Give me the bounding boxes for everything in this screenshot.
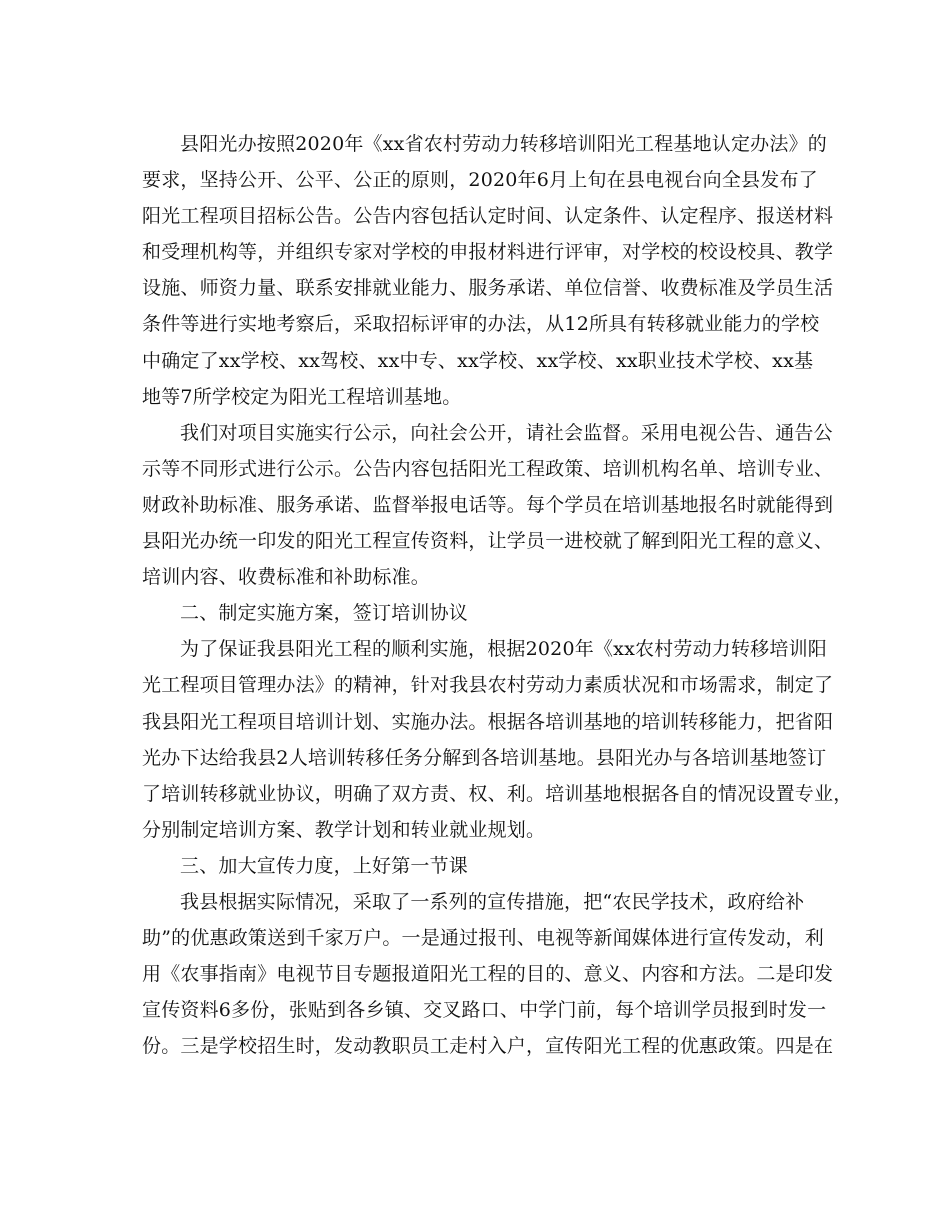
text-line: 二、制定实施方案，签订培训协议 bbox=[180, 602, 469, 625]
text-line: 为了保证我县阳光工程的顺利实施，根据2020年《xx农村劳动力转移培训阳 bbox=[180, 638, 827, 661]
text-line: 培训内容、收费标准和补助标准。 bbox=[142, 566, 431, 589]
text-line: 三、加大宣传力度，上好第一节课 bbox=[180, 854, 469, 877]
text-line: 光工程项目管理办法》的精神，针对我县农村劳动力素质状况和市场需求，制定了 bbox=[142, 674, 834, 697]
text-line: 条件等进行实地考察后，采取招标评审的办法，从12所具有转移就业能力的学校 bbox=[142, 313, 820, 336]
text-line: 财政补助标准、服务承诺、监督举报电话等。每个学员在培训基地报名时就能得到 bbox=[142, 493, 834, 516]
text-line: 阳光工程项目招标公告。公告内容包括认定时间、认定条件、认定程序、报送材料 bbox=[142, 205, 834, 228]
text-line: 示等不同形式进行公示。公告内容包括阳光工程政策、培训机构名单、培训专业、 bbox=[142, 457, 834, 480]
text-line: 了培训转移就业协议，明确了双方责、权、利。培训基地根据各自的情况设置专业， bbox=[142, 782, 853, 805]
text-line: 设施、师资力量、联系安排就业能力、服务承诺、单位信誉、收费标准及学员生活 bbox=[142, 277, 834, 300]
text-line: 地等7所学校定为阳光工程培训基地。 bbox=[142, 385, 462, 408]
text-line: 和受理机构等，并组织专家对学校的申报材料进行评审，对学校的校设校具、教学 bbox=[142, 241, 834, 264]
text-line: 县阳光办按照2020年《xx省农村劳动力转移培训阳光工程基地认定办法》的 bbox=[180, 133, 827, 155]
text-line: 我县根据实际情况，采取了一系列的宣传措施，把“农民学技术，政府给补 bbox=[180, 890, 805, 913]
text-line: 我们对项目实施实行公示，向社会公开，请社会监督。采用电视公告、通告公 bbox=[180, 421, 833, 444]
text-line: 分别制定培训方案、教学计划和转业就业规划。 bbox=[142, 818, 546, 841]
text-line: 助”的优惠政策送到千家万户。一是通过报刊、电视等新闻媒体进行宣传发动，利 bbox=[142, 927, 824, 950]
text-line: 中确定了xx学校、xx驾校、xx中专、xx学校、xx学校、xx职业技术学校、xx基 bbox=[142, 349, 814, 372]
text-line: 宣传资料6多份，张贴到各乡镇、交叉路口、中学门前，每个培训学员报到时发一 bbox=[142, 999, 827, 1022]
text-line: 我县阳光工程项目培训计划、实施办法。根据各培训基地的培训转移能力，把省阳 bbox=[142, 710, 834, 733]
body-text bbox=[142, 126, 853, 1064]
text-line: 要求，坚持公开、公平、公正的原则，2020年6月上旬在县电视台向全县发布了 bbox=[142, 169, 818, 192]
text-line: 县阳光办统一印发的阳光工程宣传资料，让学员一进校就了解到阳光工程的意义、 bbox=[142, 530, 834, 553]
text-line: 用《农事指南》电视节目专题报道阳光工程的目的、意义、内容和方法。二是印发 bbox=[142, 963, 834, 986]
text-line: 份。三是学校招生时，发动教职员工走村入户，宣传阳光工程的优惠政策。四是在 bbox=[142, 1035, 834, 1058]
text-line: 光办下达给我县2人培训转移任务分解到各培训基地。县阳光办与各培训基地签订 bbox=[142, 746, 827, 769]
